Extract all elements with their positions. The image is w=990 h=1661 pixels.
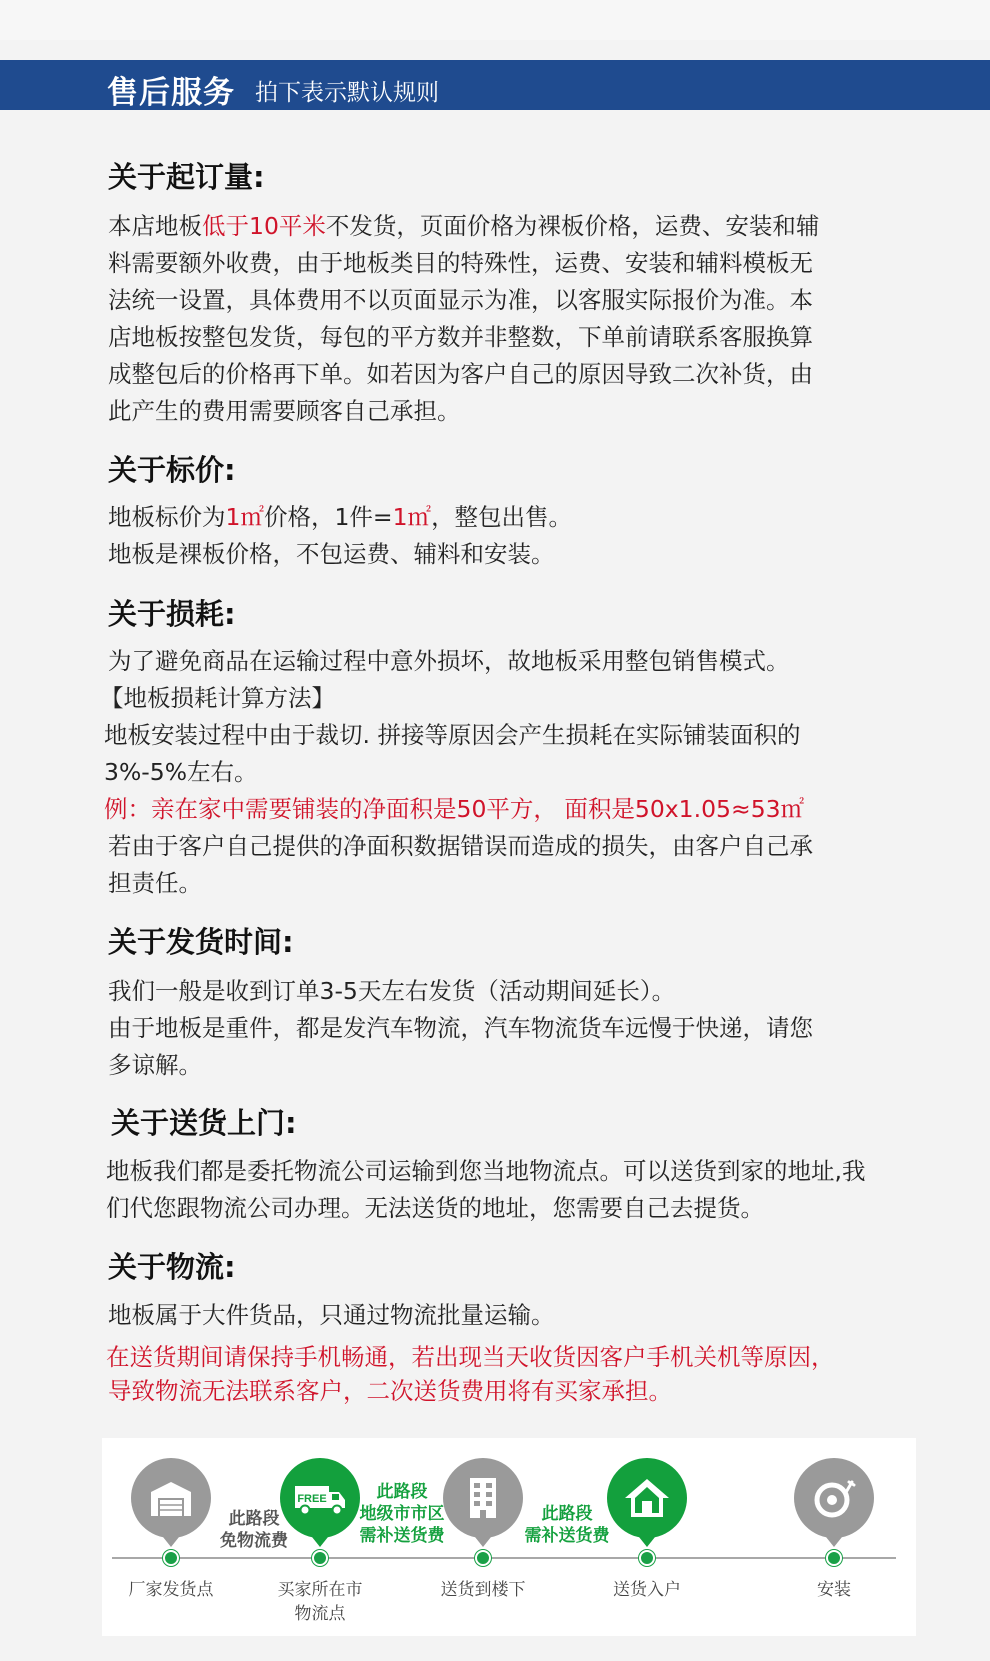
- logistics-warning-1: 在送货期间请保持手机畅通，若出现当天收货因客户手机关机等原因，: [106, 1343, 835, 1371]
- label-line: 物流点: [294, 1604, 346, 1624]
- loss-line-4: 3%-5%左右。: [104, 758, 258, 786]
- step-dot-5: [826, 1550, 842, 1566]
- price-text: ，整包出售。: [431, 503, 573, 531]
- ship-line-1: 我们一般是收到订单3-5天左右发货（活动期间延长）。: [108, 977, 676, 1005]
- price-text: 价格，1件=: [263, 503, 393, 531]
- section-title-loss: 关于损耗:: [108, 597, 236, 631]
- step-label-4: 送货入户: [613, 1580, 681, 1600]
- logistics-line-1: 地板属于大件货品，只通过物流批量运输。: [108, 1301, 555, 1329]
- warehouse-glyph: [148, 1478, 194, 1518]
- segment-note-city: [352, 1481, 452, 1547]
- free-badge: FREE: [297, 1493, 327, 1505]
- loss-line-7: 担责任。: [108, 869, 202, 897]
- door-line-2: 们代您跟物流公司办理。无法送货的地址，您需要自己去提货。: [106, 1194, 764, 1222]
- moq-line-6: 此产生的费用需要顾客自己承担。: [108, 397, 461, 425]
- tape-glyph: [812, 1476, 856, 1520]
- moq-line-5: 成整包后的价格再下单。如若因为客户自己的原因导致二次补货，由: [108, 360, 813, 388]
- segment-note-home: [512, 1503, 622, 1547]
- header-bar: [0, 60, 990, 110]
- note-line: 地级市市区: [359, 1504, 445, 1524]
- pointer-arrow: [639, 1537, 655, 1547]
- note-line: 免物流费: [220, 1531, 288, 1551]
- truck-glyph: [292, 1478, 348, 1518]
- moq-line-1: [108, 207, 819, 241]
- loss-line-6: 若由于客户自己提供的净面积数据错误而造成的损失，由客户自己承: [108, 832, 813, 860]
- moq-text: 不发货，页面价格为裸板价格，运费、安装和辅: [325, 212, 820, 240]
- section-title-moq: 关于起订量:: [108, 160, 265, 194]
- ship-line-3: 多谅解。: [108, 1051, 202, 1079]
- door-line-1: 地板我们都是委托物流公司运输到您当地物流点。可以送货到家的地址,我: [106, 1157, 866, 1185]
- tape-measure-icon: [794, 1458, 874, 1538]
- note-line: 需补送货费: [359, 1526, 445, 1546]
- moq-highlight: 低于10平米: [202, 212, 326, 240]
- loss-line-3: 地板安装过程中由于裁切. 拼接等原因会产生损耗在实际铺装面积的: [104, 721, 801, 749]
- step-label-1: 厂家发货点: [128, 1580, 214, 1600]
- ship-line-2: 由于地板是重件，都是发汽车物流，汽车物流货车远慢于快递，请您: [108, 1014, 813, 1042]
- step-dot-2: [312, 1550, 328, 1566]
- pointer-arrow: [312, 1537, 328, 1547]
- logistics-warning-2: 导致物流无法联系客户，二次送货费用将有买家承担。: [108, 1377, 672, 1405]
- loss-line-1: 为了避免商品在运输过程中意外损坏，故地板采用整包销售模式。: [108, 647, 790, 675]
- delivery-flow-diagram: [102, 1438, 916, 1636]
- price-unit: 1㎡: [392, 503, 432, 531]
- note-line: 此路段: [541, 1504, 593, 1524]
- step-dot-3: [475, 1550, 491, 1566]
- pointer-arrow: [163, 1537, 179, 1547]
- pointer-arrow: [475, 1537, 491, 1547]
- loss-line-2: 【地板损耗计算方法】: [100, 684, 335, 712]
- step-label-5: 安装: [817, 1580, 851, 1600]
- pointer-arrow: [826, 1537, 842, 1547]
- note-line: 需补送货费: [524, 1526, 610, 1546]
- price-line-1: [108, 498, 572, 532]
- note-line: 此路段: [376, 1482, 428, 1502]
- step-label-2: [260, 1578, 380, 1626]
- loss-example: 例：亲在家中需要铺装的净面积是50平方， 面积是50x1.05≈53㎡: [104, 795, 805, 823]
- section-title-door: 关于送货上门:: [111, 1106, 297, 1140]
- building-icon: [443, 1458, 523, 1538]
- price-line-2: 地板是裸板价格，不包运费、辅料和安装。: [108, 540, 555, 568]
- note-line: 此路段: [228, 1509, 280, 1529]
- top-strip: [0, 0, 990, 40]
- page-subtitle: 拍下表示默认规则: [255, 80, 439, 106]
- moq-text: 本店地板: [108, 212, 202, 240]
- free-truck-icon: [280, 1458, 360, 1538]
- page-title: 售后服务: [107, 75, 235, 111]
- section-title-ship: 关于发货时间:: [108, 925, 294, 959]
- house-icon: [607, 1458, 687, 1538]
- section-title-price: 关于标价:: [108, 453, 236, 487]
- flow-timeline: [112, 1557, 896, 1559]
- section-title-logistics: 关于物流:: [108, 1250, 236, 1284]
- warehouse-icon: [131, 1458, 211, 1538]
- price-text: 地板标价为: [108, 503, 226, 531]
- label-line: 买家所在市: [277, 1580, 363, 1600]
- moq-line-2: 料需要额外收费，由于地板类目的特殊性，运费、安装和辅料模板无: [108, 249, 813, 277]
- step-dot-1: [163, 1550, 179, 1566]
- building-glyph: [468, 1476, 498, 1520]
- step-dot-4: [639, 1550, 655, 1566]
- step-label-3: 送货到楼下: [440, 1580, 526, 1600]
- moq-line-4: 店地板按整包发货，每包的平方数并非整数，下单前请联系客服换算: [108, 323, 813, 351]
- moq-line-3: 法统一设置，具体费用不以页面显示为准，以客服实际报价为准。本: [108, 286, 813, 314]
- price-unit: 1㎡: [225, 503, 264, 531]
- house-glyph: [623, 1476, 671, 1520]
